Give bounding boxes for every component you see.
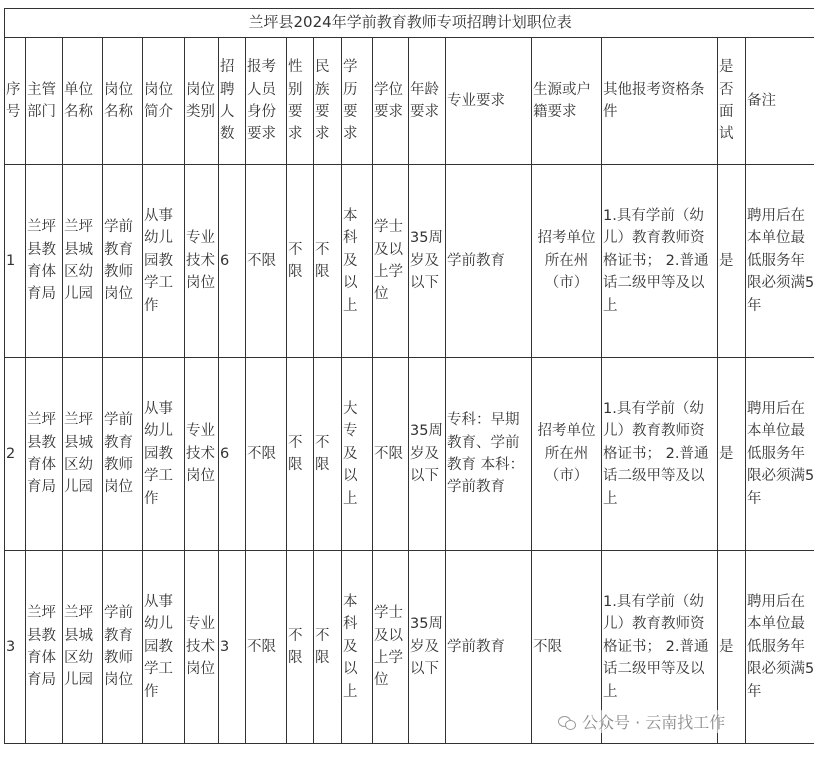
cell-gender: 不限 (287, 551, 314, 744)
cell-count: 6 (219, 358, 246, 551)
column-header: 专业要求 (446, 38, 532, 165)
cell-identity: 不限 (246, 551, 287, 744)
column-header: 其他报考资格条件 (602, 38, 718, 165)
cell-ethnic: 不限 (314, 358, 342, 551)
cell-education: 本科及以上 (342, 165, 373, 358)
cell-unit: 兰坪县城区幼儿园 (63, 551, 103, 744)
cell-gender: 不限 (287, 358, 314, 551)
cell-major: 专科：早期教育、学前教育 本科：学前教育 (446, 358, 532, 551)
column-header: 学历要求 (342, 38, 373, 165)
watermark (558, 710, 725, 733)
cell-count: 3 (219, 551, 246, 744)
cell-ethnic: 不限 (314, 551, 342, 744)
cell-age: 35周岁及以下 (409, 551, 446, 744)
cell-interview: 是 (718, 358, 746, 551)
column-header: 是否面试 (718, 38, 746, 165)
cell-origin: 招考单位所在州（市） (532, 165, 602, 358)
cell-remark: 聘用后在本单位最低服务年限必须满5年 (746, 358, 814, 551)
cell-age: 35周岁及以下 (409, 358, 446, 551)
cell-post: 学前教育教师岗位 (103, 551, 143, 744)
cell-degree: 学士及以上学位 (373, 165, 409, 358)
cell-remark: 聘用后在本单位最低服务年限必须满5年 (746, 551, 814, 744)
cell-other: 1.具有学前（幼儿）教育教师资格证书； 2.普通话二级甲等及以上 (602, 358, 718, 551)
column-header: 生源或户籍要求 (532, 38, 602, 165)
cell-age: 35周岁及以下 (409, 165, 446, 358)
cell-education: 本科及以上 (342, 551, 373, 744)
column-header: 年龄要求 (409, 38, 446, 165)
column-header: 备注 (746, 38, 814, 165)
cell-major: 学前教育 (446, 551, 532, 744)
column-header: 主管部门 (26, 38, 63, 165)
column-header: 招聘人数 (219, 38, 246, 165)
cell-unit: 兰坪县城区幼儿园 (63, 165, 103, 358)
cell-origin: 招考单位所在州（市） (532, 358, 602, 551)
cell-gender: 不限 (287, 165, 314, 358)
cell-education: 大专及以上 (342, 358, 373, 551)
cell-intro: 从事幼儿园教学工作 (143, 358, 185, 551)
table-header-row (5, 38, 814, 165)
cell-no: 2 (5, 358, 26, 551)
cell-unit: 兰坪县城区幼儿园 (63, 358, 103, 551)
cell-identity: 不限 (246, 165, 287, 358)
column-header: 岗位名称 (103, 38, 143, 165)
cell-interview: 是 (718, 551, 746, 744)
column-header: 报考人员身份要求 (246, 38, 287, 165)
cell-no: 3 (5, 551, 26, 744)
cell-ethnic: 不限 (314, 165, 342, 358)
column-header: 岗位类别 (185, 38, 219, 165)
cell-major: 学前教育 (446, 165, 532, 358)
cell-origin: 不限 (532, 551, 602, 744)
recruitment-table (4, 8, 814, 744)
cell-interview: 是 (718, 165, 746, 358)
column-header: 单位名称 (63, 38, 103, 165)
cell-category: 专业技术岗位 (185, 358, 219, 551)
cell-remark: 聘用后在本单位最低服务年限必须满5年 (746, 165, 814, 358)
cell-category: 专业技术岗位 (185, 551, 219, 744)
cell-degree: 学士及以上学位 (373, 551, 409, 744)
table-row (5, 358, 814, 551)
cell-count: 6 (219, 165, 246, 358)
cell-dept: 兰坪县教育体育局 (26, 551, 63, 744)
table-title: 兰坪县2024年学前教育教师专项招聘计划职位表 (5, 9, 814, 38)
cell-category: 专业技术岗位 (185, 165, 219, 358)
cell-other: 1.具有学前（幼儿）教育教师资格证书； 2.普通话二级甲等及以上 (602, 551, 718, 744)
table-row (5, 165, 814, 358)
cell-intro: 从事幼儿园教学工作 (143, 165, 185, 358)
cell-identity: 不限 (246, 358, 287, 551)
column-header: 岗位简介 (143, 38, 185, 165)
cell-degree: 不限 (373, 358, 409, 551)
wechat-icon (558, 715, 576, 729)
cell-dept: 兰坪县教育体育局 (26, 358, 63, 551)
watermark-text: 公众号 · 云南找工作 (582, 713, 726, 732)
cell-dept: 兰坪县教育体育局 (26, 165, 63, 358)
cell-post: 学前教育教师岗位 (103, 358, 143, 551)
column-header: 民族要求 (314, 38, 342, 165)
cell-intro: 从事幼儿园教学工作 (143, 551, 185, 744)
column-header: 序号 (5, 38, 26, 165)
cell-post: 学前教育教师岗位 (103, 165, 143, 358)
column-header: 性别要求 (287, 38, 314, 165)
cell-other: 1.具有学前（幼儿）教育教师资格证书； 2.普通话二级甲等及以上 (602, 165, 718, 358)
column-header: 学位要求 (373, 38, 409, 165)
cell-no: 1 (5, 165, 26, 358)
